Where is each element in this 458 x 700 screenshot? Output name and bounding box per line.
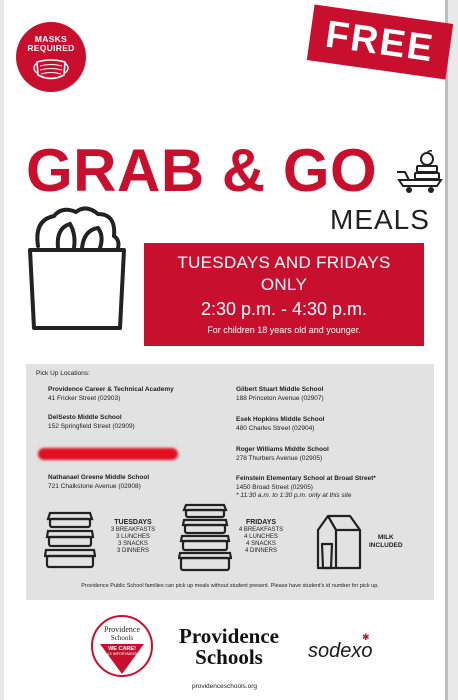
main-title: GRAB & GO [26,137,378,204]
we-care-label: WE CARE! ¡LE IMPORTAMOS! [106,646,138,656]
grocery-bag-icon [24,206,136,330]
tuesday-meals: TUESDAYS 3 BREAKFASTS 3 LUNCHES 3 SNACKS 3 DINNERS [110,519,156,554]
food-container-icon [178,502,232,574]
location-item: DelSesto Middle School 152 Springfield Street (02909) [48,414,135,430]
milk-included: MILK INCLUDED [369,534,403,549]
location-item: Esek Hopkins Middle School 480 Charles Street (02904) [236,416,325,432]
schedule-box [144,243,424,346]
schedule-only: ONLY [260,275,308,294]
cart-icon [397,150,445,194]
meals-subtitle: MEALS [330,204,430,235]
milk-carton-icon [316,514,364,570]
schedule-time: 2:30 p.m. - 4:30 p.m. [200,299,368,319]
location-item: Nathanael Greene Middle School 721 Chalkstone Avenue (02908) [48,474,150,490]
location-item: Roger Williams Middle School 278 Thurbers Avenue (02905) [236,446,329,462]
pickup-heading: Pick Up Locations: [36,370,90,377]
pickup-footnote: Providence Public School families can pick up meals without student present. Please have student's id number for pick up. [81,583,379,589]
location-item: Gilbert Stuart Middle School 188 Princeton Avenue (02907) [236,386,324,402]
star-icon: ✱ [362,632,370,642]
flyer [4,0,448,700]
mask-icon [31,58,71,82]
heart-logo-mid: Schools [110,634,134,642]
free-banner: FREE [307,5,453,80]
heart-logo-top: Providence [104,625,140,634]
masks-required-badge [16,22,86,92]
schedule-days: TUESDAYS AND FRIDAYS [177,253,391,272]
redacted-mark [38,448,178,460]
friday-meals: FRIDAYS 4 BREAKFASTS 4 LUNCHES 4 SNACKS 4 DINNERS [238,519,284,554]
website-url: providenceschools.org [191,683,258,690]
food-container-icon [44,510,96,570]
pickup-panel [26,364,434,600]
schedule-eligibility: For children 18 years old and younger. [207,325,361,335]
sodexo-logo: sodexo [308,640,373,662]
badge-line1: MASKS [34,34,68,44]
badge-line2: REQUIRED [27,43,75,53]
providence-schools-logo: Providence Schools [179,624,279,669]
location-item: Feinstein Elementary School at Broad Street* 1450 Broad Street (02905) * 11:30 a.m. to 1:30 p.m. only at this site [236,475,376,499]
location-item: Providence Career & Technical Academy 41 Fricker Street (02903) [48,386,174,402]
